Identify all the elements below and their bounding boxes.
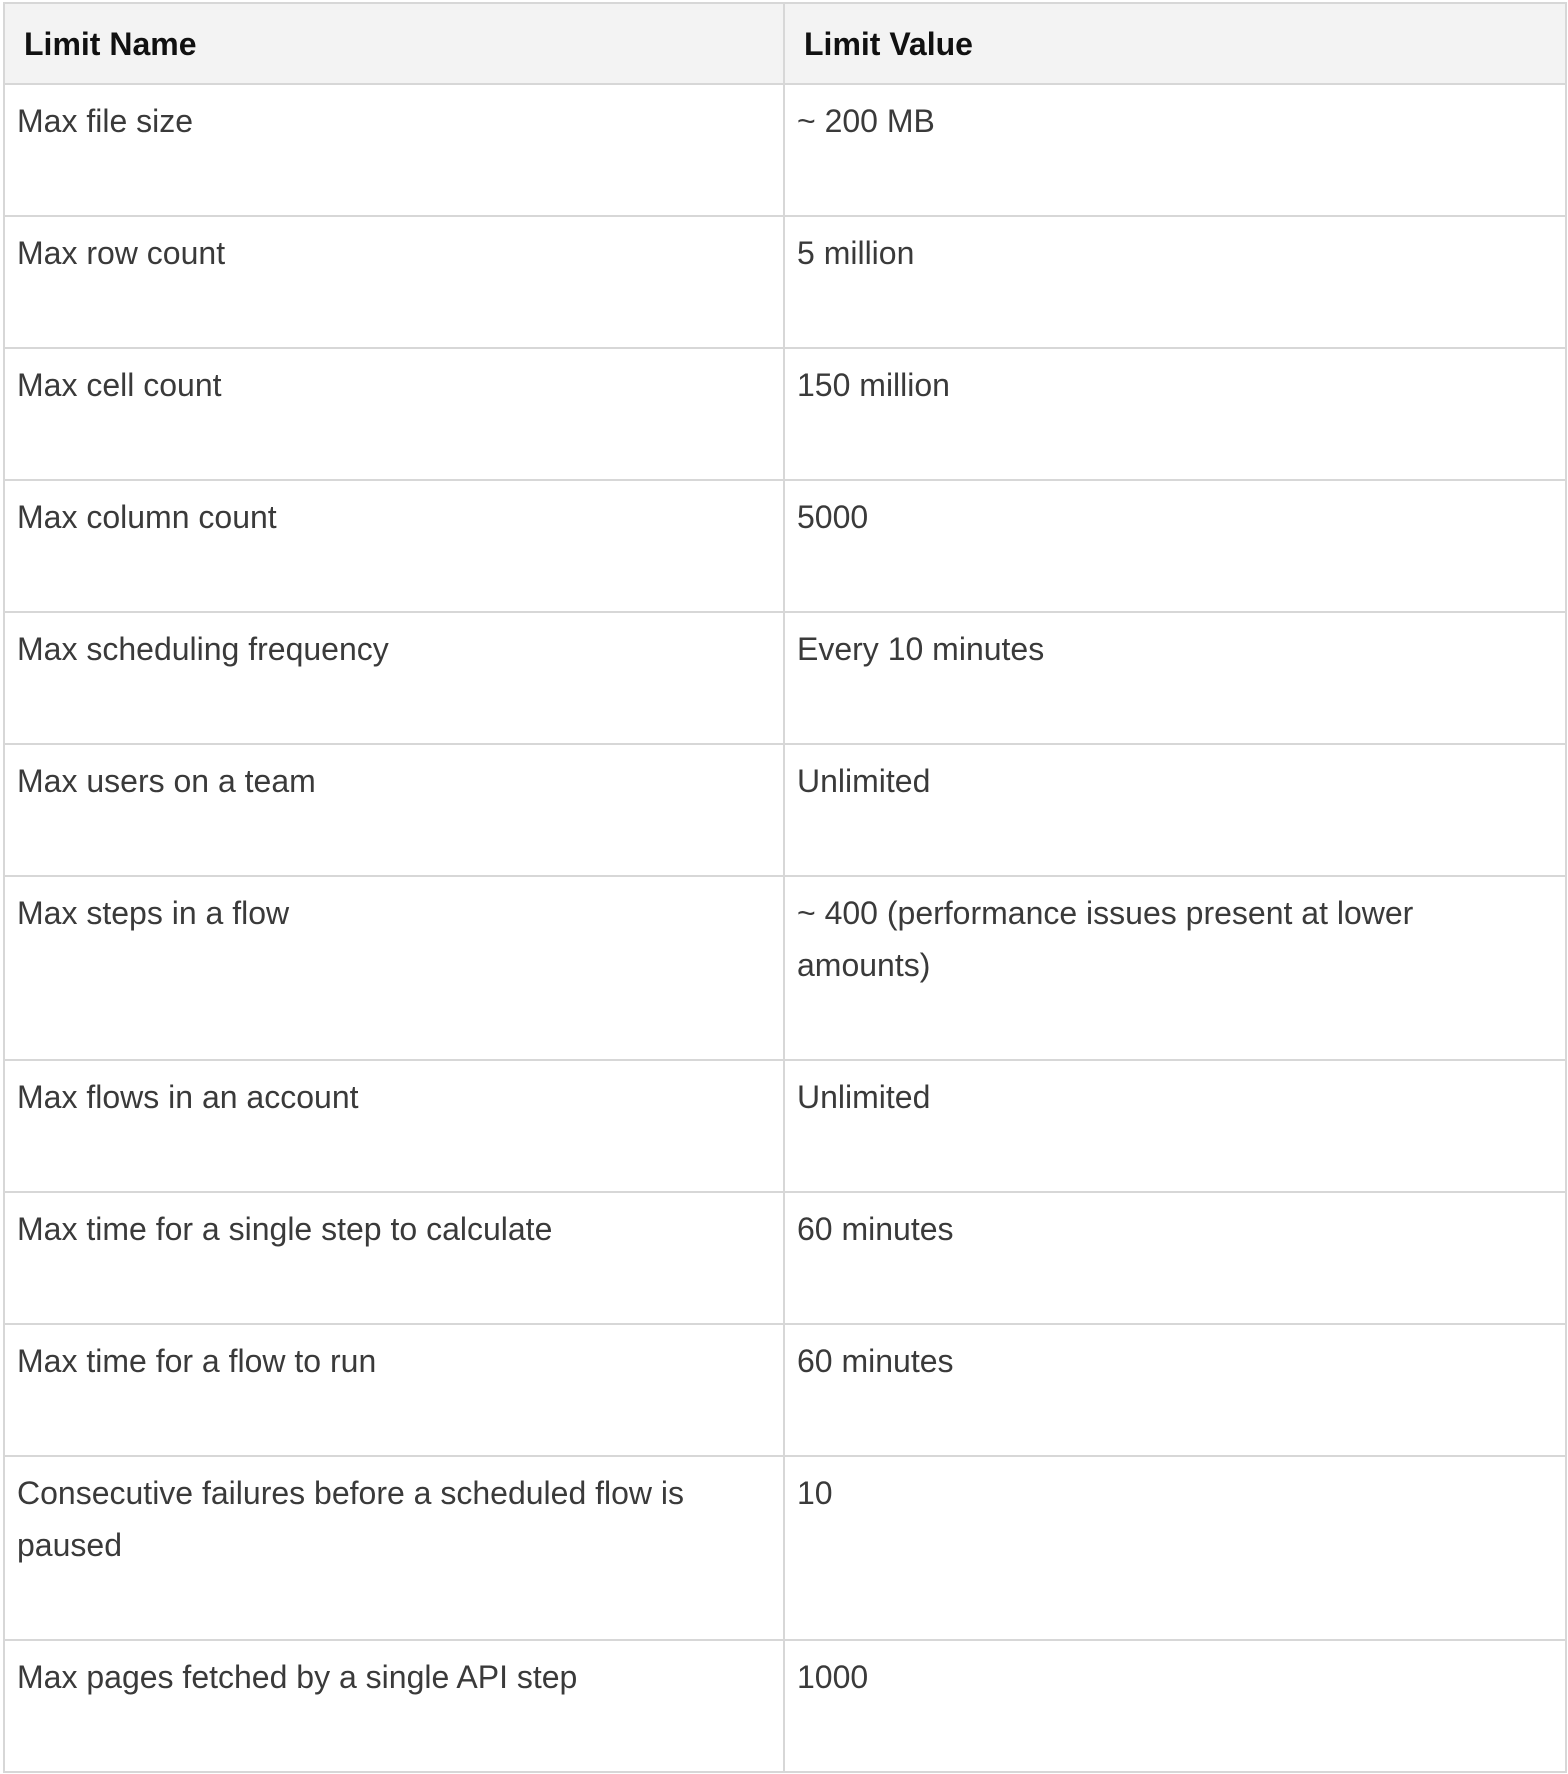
- table-row: [4, 480, 1566, 612]
- table-row: [4, 612, 1566, 744]
- limit-name-cell: Max steps in a flow: [4, 876, 784, 1060]
- limit-name-cell: Max file size: [4, 84, 784, 216]
- table-row: [4, 744, 1566, 876]
- limit-value-cell: 60 minutes: [784, 1324, 1566, 1456]
- limit-value-cell: 150 million: [784, 348, 1566, 480]
- limit-value-cell: ~ 200 MB: [784, 84, 1566, 216]
- table-row: [4, 216, 1566, 348]
- limit-name-cell: Max scheduling frequency: [4, 612, 784, 744]
- table-row: [4, 1060, 1566, 1192]
- limit-name-cell: Max row count: [4, 216, 784, 348]
- table-row: [4, 84, 1566, 216]
- limit-value-cell: 60 minutes: [784, 1192, 1566, 1324]
- limit-name-cell: Max time for a flow to run: [4, 1324, 784, 1456]
- table-row: [4, 876, 1566, 1060]
- limit-name-cell: Max column count: [4, 480, 784, 612]
- table-row: [4, 1192, 1566, 1324]
- header-limit-value: Limit Value: [784, 3, 1566, 84]
- table-row: [4, 1456, 1566, 1640]
- limit-name-cell: Consecutive failures before a scheduled flow is paused: [4, 1456, 784, 1640]
- limit-value-cell: Unlimited: [784, 744, 1566, 876]
- limit-value-cell: 10: [784, 1456, 1566, 1640]
- limit-value-cell: 5000: [784, 480, 1566, 612]
- limit-name-cell: Max time for a single step to calculate: [4, 1192, 784, 1324]
- limit-value-cell: ~ 400 (performance issues present at lower amounts): [784, 876, 1566, 1060]
- limits-table: [3, 2, 1567, 1773]
- table-row: [4, 1324, 1566, 1456]
- limit-value-cell: 5 million: [784, 216, 1566, 348]
- limit-name-cell: Max flows in an account: [4, 1060, 784, 1192]
- table-header-row: [4, 3, 1566, 84]
- table-row: [4, 348, 1566, 480]
- limit-name-cell: Max pages fetched by a single API step: [4, 1640, 784, 1772]
- table-row: [4, 1640, 1566, 1772]
- limit-name-cell: Max cell count: [4, 348, 784, 480]
- limit-value-cell: Unlimited: [784, 1060, 1566, 1192]
- limit-value-cell: 1000: [784, 1640, 1566, 1772]
- limit-value-cell: Every 10 minutes: [784, 612, 1566, 744]
- header-limit-name: Limit Name: [4, 3, 784, 84]
- limit-name-cell: Max users on a team: [4, 744, 784, 876]
